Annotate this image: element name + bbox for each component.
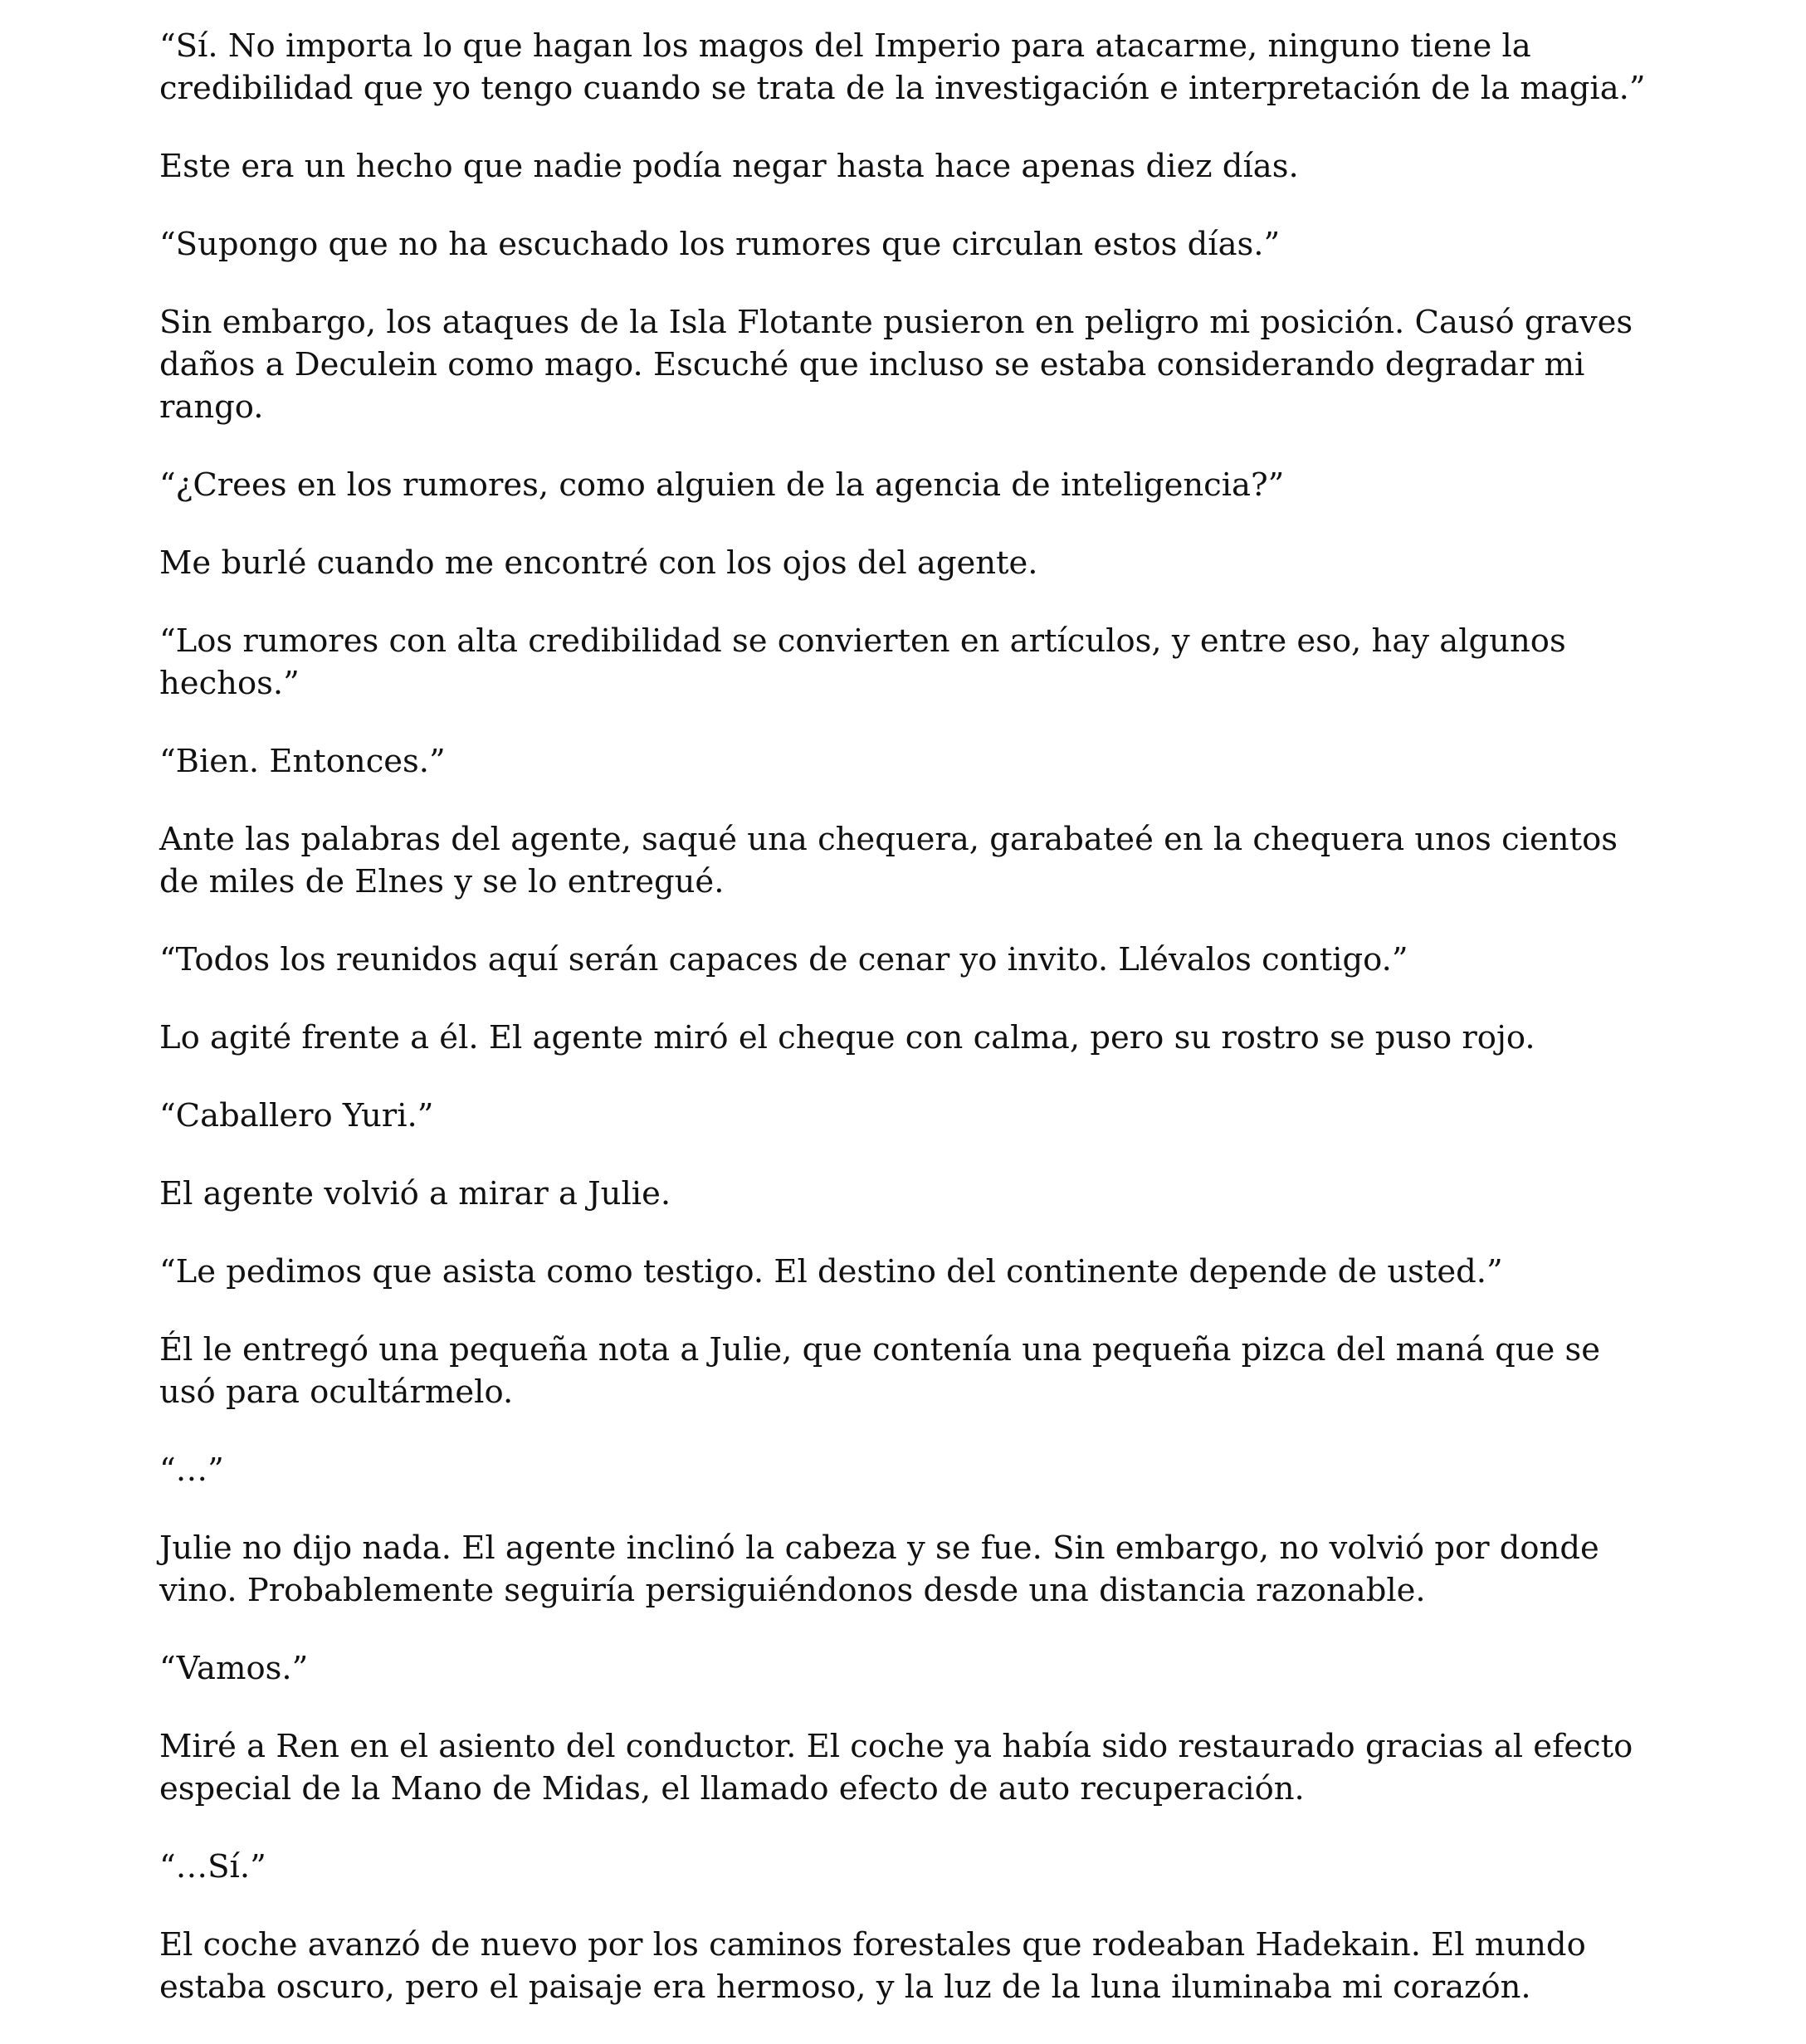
paragraph: “…” — [159, 1451, 224, 1489]
paragraph: Este era un hecho que nadie podía negar hasta hace apenas diez días. — [159, 148, 1299, 185]
paragraph: Me burlé cuando me encontré con los ojos del agente. — [159, 544, 1038, 582]
paragraph: Miré a Ren en el asiento del conductor. El coche ya había sido restaurado gracias al efecto especial de la Mano de Midas, el llamado efecto de auto recuperación. — [159, 1728, 1633, 1807]
paragraph: “Bien. Entonces.” — [159, 743, 446, 780]
paragraph: “Supongo que no ha escuchado los rumores que circulan estos días.” — [159, 226, 1281, 263]
paragraph: El agente volvió a mirar a Julie. — [159, 1175, 671, 1212]
paragraph: “Sí. No importa lo que hagan los magos del Imperio para atacarme, ninguno tiene la credibilidad que yo tengo cuando se trata de la investigación e interpretación de la magia.” — [159, 27, 1646, 107]
paragraph: Él le entregó una pequeña nota a Julie, que contenía una pequeña pizca del maná que se usó para ocultármelo. — [159, 1331, 1601, 1411]
paragraph: “¿Crees en los rumores, como alguien de la agencia de inteligencia?” — [159, 466, 1285, 504]
paragraph: Julie no dijo nada. El agente inclinó la cabeza y se fue. Sin embargo, no volvió por donde vino. Probablemente seguiría persiguiéndonos desde una distancia razonable. — [159, 1529, 1599, 1609]
paragraph: “Los rumores con alta credibilidad se convierten en artículos, y entre eso, hay algunos hechos.” — [159, 622, 1566, 702]
document-page — [159, 25, 1653, 2044]
paragraph: El coche avanzó de nuevo por los caminos forestales que rodeaban Hadekain. El mundo estaba oscuro, pero el paisaje era hermoso, y la luz de la luna iluminaba mi corazón. — [159, 1926, 1586, 2006]
paragraph: “…Sí.” — [159, 1848, 266, 1885]
paragraph: “Vamos.” — [159, 1650, 309, 1687]
paragraph: “Todos los reunidos aquí serán capaces de cenar yo invito. Llévalos contigo.” — [159, 941, 1408, 978]
paragraph: “Le pedimos que asista como testigo. El destino del continente depende de usted.” — [159, 1253, 1503, 1290]
paragraph: “Caballero Yuri.” — [159, 1097, 434, 1134]
paragraph: Sin embargo, los ataques de la Isla Flotante pusieron en peligro mi posición. Causó graves daños a Deculein como mago. Escuché que incluso se estaba considerando degradar mi rango. — [159, 304, 1633, 426]
paragraph: Ante las palabras del agente, saqué una chequera, garabateé en la chequera unos cientos de miles de Elnes y se lo entregué. — [159, 821, 1618, 900]
paragraph: Lo agité frente a él. El agente miró el cheque con calma, pero su rostro se puso rojo. — [159, 1019, 1535, 1056]
